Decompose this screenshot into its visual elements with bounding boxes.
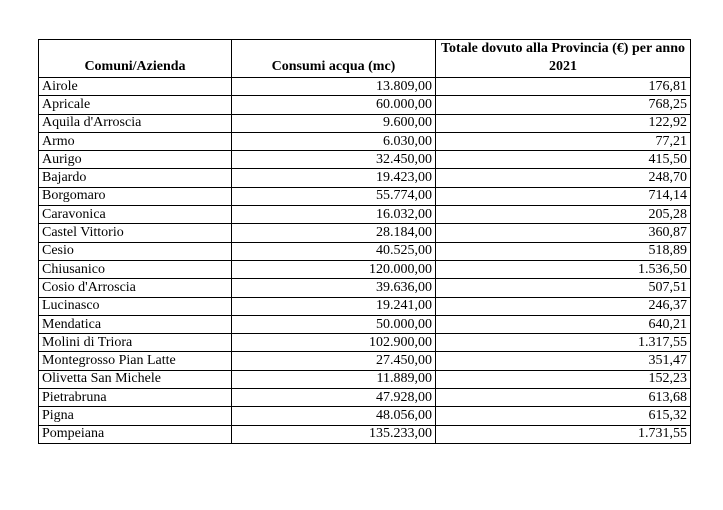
cell-consumi: 19.423,00 (232, 169, 436, 187)
table-body (39, 78, 691, 444)
cell-consumi: 11.889,00 (232, 370, 436, 388)
cell-consumi: 13.809,00 (232, 78, 436, 96)
table-row (39, 224, 691, 242)
cell-comune: Bajardo (39, 169, 232, 187)
cell-comune: Armo (39, 132, 232, 150)
cell-totale: 248,70 (436, 169, 691, 187)
header-comune: Comuni/Azienda (39, 40, 232, 78)
cell-consumi: 28.184,00 (232, 224, 436, 242)
table-row (39, 151, 691, 169)
cell-totale: 640,21 (436, 315, 691, 333)
table-row (39, 206, 691, 224)
cell-consumi: 16.032,00 (232, 206, 436, 224)
cell-comune: Aquila d'Arroscia (39, 114, 232, 132)
cell-totale: 205,28 (436, 206, 691, 224)
table-row (39, 279, 691, 297)
table-row (39, 297, 691, 315)
cell-comune: Pompeiana (39, 425, 232, 443)
cell-consumi: 40.525,00 (232, 242, 436, 260)
cell-totale: 415,50 (436, 151, 691, 169)
cell-totale: 613,68 (436, 389, 691, 407)
cell-consumi: 32.450,00 (232, 151, 436, 169)
cell-comune: Caravonica (39, 206, 232, 224)
cell-comune: Aurigo (39, 151, 232, 169)
cell-comune: Castel Vittorio (39, 224, 232, 242)
cell-totale: 518,89 (436, 242, 691, 260)
table-row (39, 425, 691, 443)
table-row (39, 389, 691, 407)
cell-consumi: 19.241,00 (232, 297, 436, 315)
table-row (39, 334, 691, 352)
cell-totale: 176,81 (436, 78, 691, 96)
cell-totale: 1.731,55 (436, 425, 691, 443)
cell-comune: Airole (39, 78, 232, 96)
cell-consumi: 39.636,00 (232, 279, 436, 297)
cell-comune: Molini di Triora (39, 334, 232, 352)
cell-consumi: 102.900,00 (232, 334, 436, 352)
cell-comune: Borgomaro (39, 187, 232, 205)
cell-comune: Apricale (39, 96, 232, 114)
cell-consumi: 120.000,00 (232, 260, 436, 278)
cell-consumi: 6.030,00 (232, 132, 436, 150)
cell-consumi: 47.928,00 (232, 389, 436, 407)
table-row (39, 242, 691, 260)
cell-totale: 1.317,55 (436, 334, 691, 352)
cell-consumi: 135.233,00 (232, 425, 436, 443)
cell-comune: Montegrosso Pian Latte (39, 352, 232, 370)
header-totale: Totale dovuto alla Provincia (€) per anno 2021 (436, 40, 691, 78)
cell-comune: Pietrabruna (39, 389, 232, 407)
table-row (39, 114, 691, 132)
cell-comune: Pigna (39, 407, 232, 425)
cell-comune: Cesio (39, 242, 232, 260)
cell-totale: 615,32 (436, 407, 691, 425)
table-row (39, 187, 691, 205)
cell-totale: 768,25 (436, 96, 691, 114)
table-row (39, 352, 691, 370)
water-consumption-table (38, 39, 691, 444)
table-row (39, 169, 691, 187)
cell-consumi: 27.450,00 (232, 352, 436, 370)
cell-totale: 77,21 (436, 132, 691, 150)
cell-consumi: 9.600,00 (232, 114, 436, 132)
cell-consumi: 55.774,00 (232, 187, 436, 205)
cell-totale: 351,47 (436, 352, 691, 370)
cell-comune: Mendatica (39, 315, 232, 333)
table-row (39, 96, 691, 114)
cell-comune: Lucinasco (39, 297, 232, 315)
cell-consumi: 60.000,00 (232, 96, 436, 114)
cell-comune: Olivetta San Michele (39, 370, 232, 388)
cell-totale: 246,37 (436, 297, 691, 315)
table-header (39, 40, 691, 78)
cell-totale: 360,87 (436, 224, 691, 242)
cell-totale: 1.536,50 (436, 260, 691, 278)
table-row (39, 78, 691, 96)
cell-totale: 714,14 (436, 187, 691, 205)
cell-totale: 507,51 (436, 279, 691, 297)
cell-consumi: 48.056,00 (232, 407, 436, 425)
table-row (39, 132, 691, 150)
table-row (39, 407, 691, 425)
cell-totale: 152,23 (436, 370, 691, 388)
table-row (39, 370, 691, 388)
cell-consumi: 50.000,00 (232, 315, 436, 333)
cell-comune: Chiusanico (39, 260, 232, 278)
cell-comune: Cosio d'Arroscia (39, 279, 232, 297)
table-row (39, 315, 691, 333)
cell-totale: 122,92 (436, 114, 691, 132)
header-row (39, 40, 691, 78)
header-consumi: Consumi acqua (mc) (232, 40, 436, 78)
table-row (39, 260, 691, 278)
